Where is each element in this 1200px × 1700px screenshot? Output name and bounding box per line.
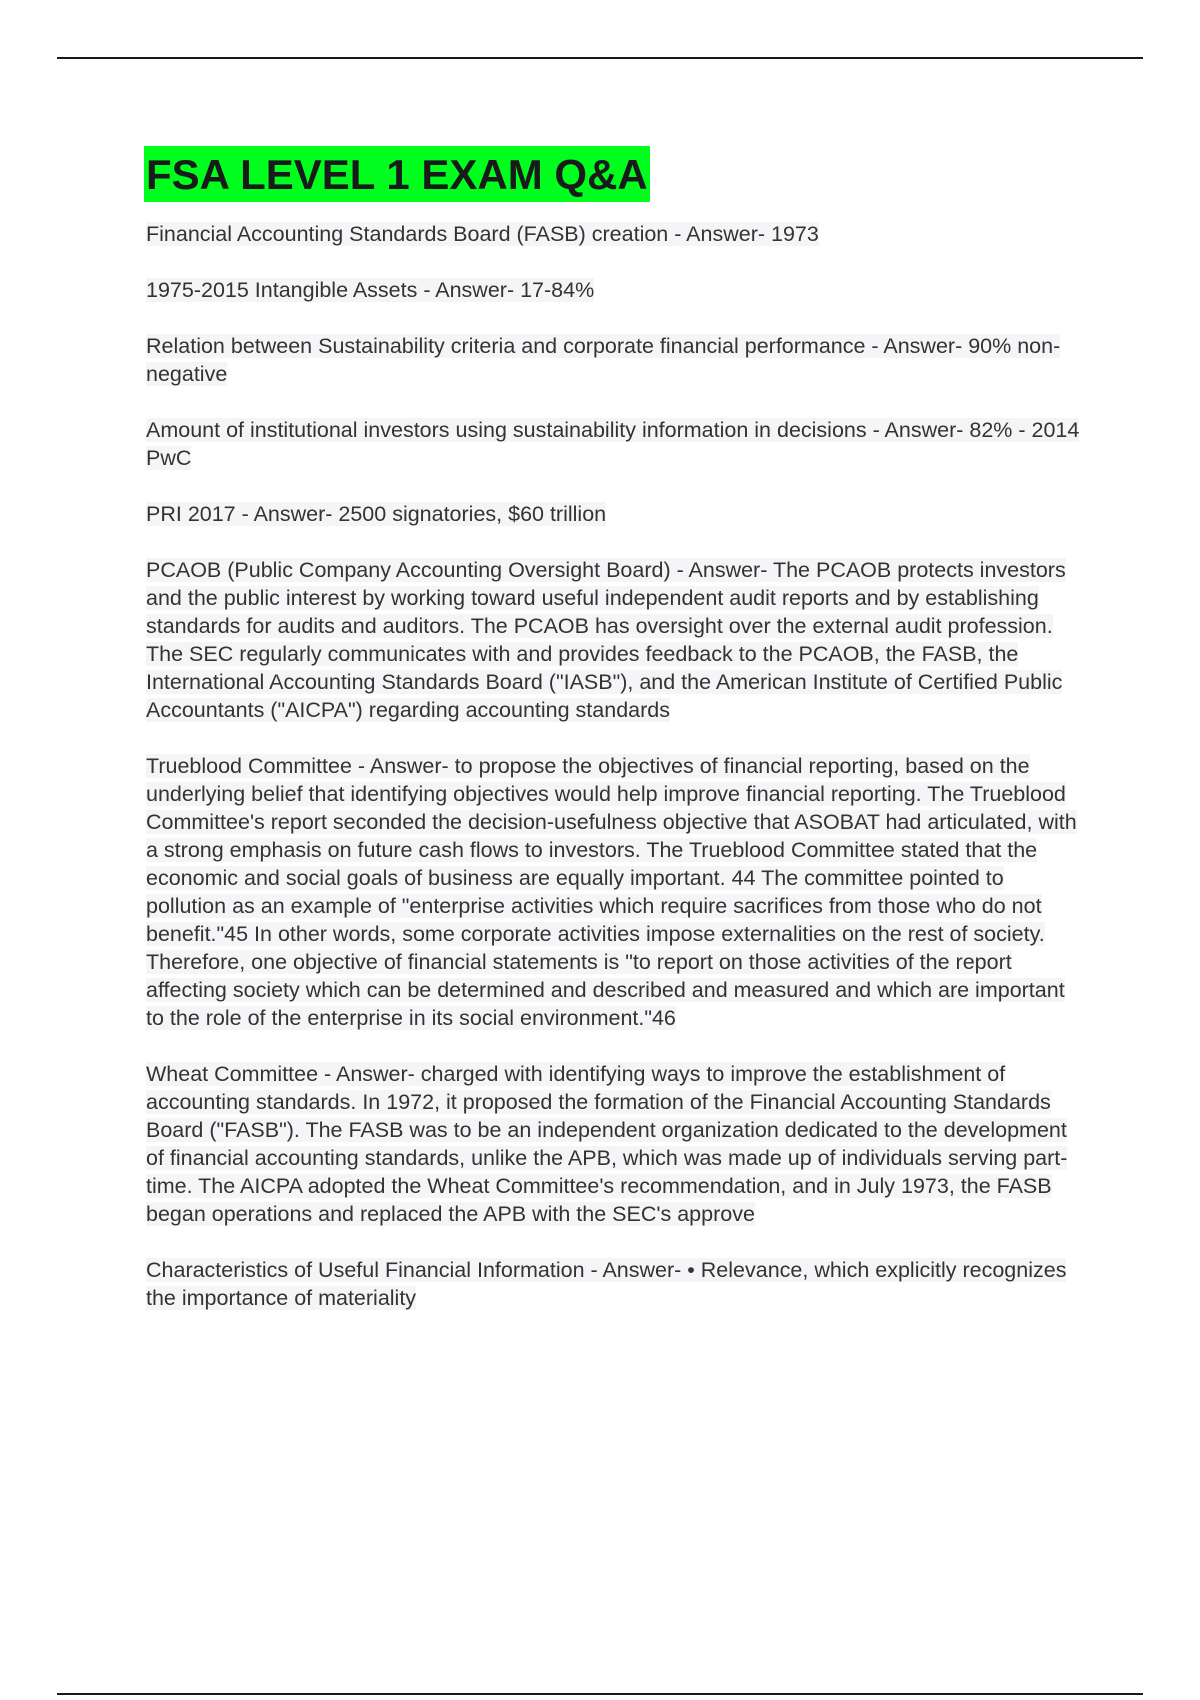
qa-item (146, 556, 1086, 724)
qa-text: Relation between Sustainability criteria and corporate financial performance - Answer- 90% non-negative (146, 334, 1061, 386)
qa-item (146, 416, 1086, 472)
qa-text: Amount of institutional investors using sustainability information in decisions - Answer- 82% - 2014 PwC (146, 418, 1080, 470)
qa-item (146, 752, 1086, 1032)
qa-text: Financial Accounting Standards Board (FASB) creation - Answer- 1973 (146, 222, 819, 246)
document-body (146, 146, 1086, 1340)
document-title: FSA LEVEL 1 EXAM Q&A (144, 146, 650, 202)
qa-item (146, 276, 1086, 304)
qa-text: Characteristics of Useful Financial Information - Answer- • Relevance, which explicitly recognizes the importance of materiality (146, 1258, 1067, 1310)
qa-text: 1975-2015 Intangible Assets - Answer- 17-84% (146, 278, 595, 302)
qa-text: Wheat Committee - Answer- charged with identifying ways to improve the establishment of accounting standards. In 1972, it proposed the formation of the Financial Accounting Standards Board ("FASB"). The FASB was to be an independent organization dedicated to the development of financial accounting standards, unlike the APB, which was made up of individuals serving part-time. The AICPA adopted the Wheat Committee's recommendation, and in July 1973, the FASB began operations and replaced the APB with the SEC's approve (146, 1062, 1068, 1226)
bottom-rule (57, 1693, 1143, 1695)
qa-item (146, 1060, 1086, 1228)
qa-item (146, 500, 1086, 528)
qa-text: PCAOB (Public Company Accounting Oversight Board) - Answer- The PCAOB protects investors and the public interest by working toward useful independent audit reports and by establishing standards for audits and auditors. The PCAOB has oversight over the external audit profession. The SEC regularly communicates with and provides feedback to the PCAOB, the FASB, the International Accounting Standards Board ("IASB"), and the American Institute of Certified Public Accountants ("AICPA") regarding accounting standards (146, 558, 1066, 722)
qa-text: Trueblood Committee - Answer- to propose the objectives of financial reporting, based on the underlying belief that identifying objectives would help improve financial reporting. The Trueblood Committee's report seconded the decision-usefulness objective that ASOBAT had articulated, with a strong emphasis on future cash flows to investors. The Trueblood Committee stated that the economic and social goals of business are equally important. 44 The committee pointed to pollution as an example of "enterprise activities which require sacrifices from those who do not benefit."45 In other words, some corporate activities impose externalities on the rest of society. Therefore, one objective of financial statements is "to report on those activities of the report affecting society which can be determined and described and measured and which are important to the role of the enterprise in its social environment."46 (146, 754, 1077, 1030)
qa-item (146, 332, 1086, 388)
qa-text: PRI 2017 - Answer- 2500 signatories, $60 trillion (146, 502, 607, 526)
qa-item (146, 220, 1086, 248)
top-rule (57, 57, 1143, 59)
qa-item (146, 1256, 1086, 1312)
